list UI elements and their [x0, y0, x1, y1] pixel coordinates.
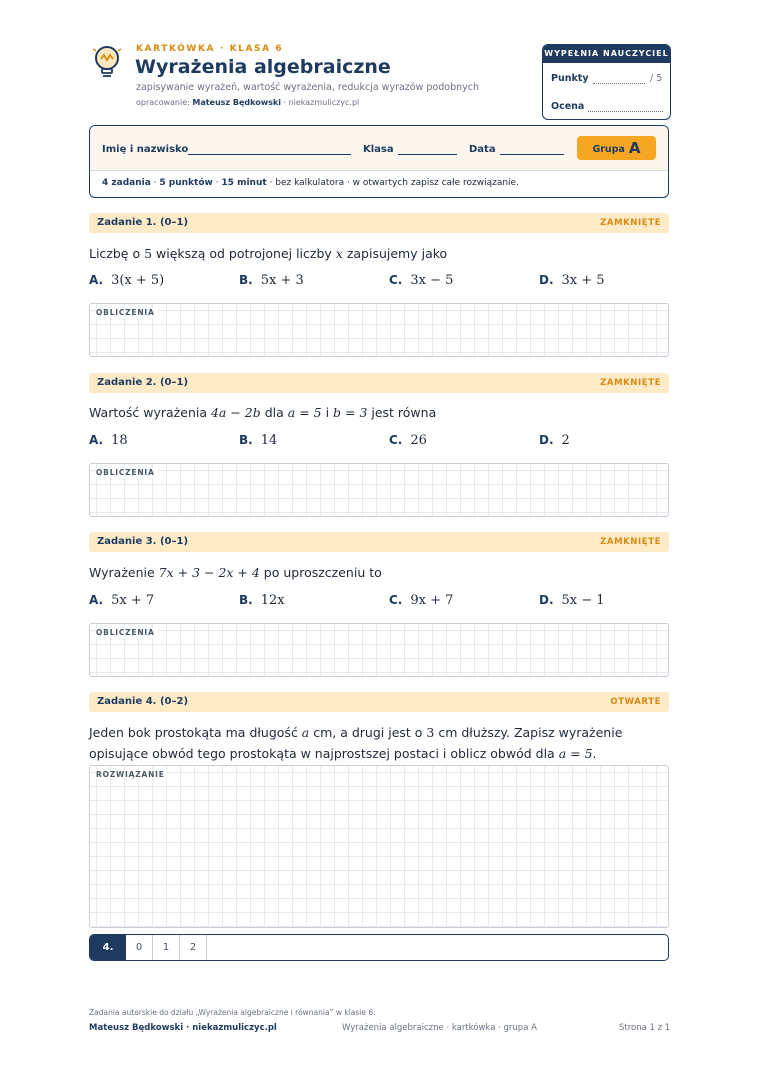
- date-field[interactable]: [500, 154, 564, 155]
- teacher-box: [542, 44, 671, 120]
- task-kind: OTWARTE: [610, 697, 661, 707]
- answer-letter: B.: [239, 273, 253, 287]
- score-option-2[interactable]: 2: [180, 935, 207, 960]
- work-area-label: ROZWIĄZANIE: [96, 770, 165, 779]
- question-text: większą od potrojonej liczby: [152, 246, 336, 261]
- answer-value: 5x − 1: [561, 593, 605, 608]
- answer-value: 5x + 3: [260, 273, 304, 288]
- date-label: Data: [469, 144, 496, 155]
- answer-letter: D.: [539, 593, 554, 607]
- answer-value: 9x + 7: [410, 593, 454, 608]
- answer-letter: B.: [239, 433, 253, 447]
- answer-option[interactable]: [539, 273, 605, 288]
- task-header: [89, 532, 669, 552]
- author-site: · niekazmuliczyc.pl: [283, 98, 360, 107]
- math-expression: b = 3: [333, 405, 368, 420]
- lightbulb-logo-icon: [90, 44, 124, 80]
- question-text: cm, a drugi jest o: [309, 725, 427, 740]
- answer-option[interactable]: [539, 593, 605, 608]
- solution-area[interactable]: [89, 765, 669, 928]
- test-info: 4 zadania · 5 punktów · 15 minut · bez kalkulatora · w otwartych zapisz całe rozwiązanie.: [102, 178, 519, 188]
- answer-value: 2: [561, 433, 570, 448]
- task-title: Zadanie 3. (0–1): [97, 536, 189, 547]
- task-question: [89, 243, 679, 265]
- page-subtitle: zapisywanie wyrażeń, wartość wyrażenia, redukcja wyrazów podobnych: [136, 82, 479, 93]
- task-title: Zadanie 1. (0–1): [97, 217, 189, 228]
- task-question-line-2: [89, 743, 679, 765]
- footer-title: Wyrażenia algebraiczne · kartkówka · grupa A: [342, 1023, 537, 1033]
- page-title: Wyrażenia algebraiczne: [135, 56, 391, 78]
- group-letter: A: [628, 139, 641, 157]
- teacher-box-title: WYPEŁNIA NAUCZYCIEL: [543, 45, 670, 63]
- question-text: Wyrażenie: [89, 565, 159, 580]
- task-question: [89, 562, 679, 584]
- answer-value: 3x + 5: [561, 273, 605, 288]
- math-expression: x: [335, 246, 343, 261]
- question-text: Jeden bok prostokąta ma długość: [89, 725, 302, 740]
- class-field[interactable]: [398, 154, 457, 155]
- info-rest: · bez kalkulatora · w otwartych zapisz całe rozwiązanie.: [269, 178, 519, 188]
- answer-letter: B.: [239, 593, 253, 607]
- math-expression: 3: [426, 725, 435, 740]
- answer-value: 26: [410, 433, 427, 448]
- info-tasks: 4 zadania: [102, 178, 151, 188]
- answer-value: 3x − 5: [410, 273, 454, 288]
- work-area-label: OBLICZENIA: [96, 308, 155, 317]
- task-title: Zadanie 4. (0–2): [97, 696, 189, 707]
- grade-label: Ocena: [551, 101, 585, 112]
- answer-letter: A.: [89, 593, 104, 607]
- task-header: [89, 213, 669, 233]
- task-header: [89, 373, 669, 393]
- question-text: Wartość wyrażenia: [89, 405, 211, 420]
- group-badge: [577, 136, 656, 160]
- answer-value: 14: [260, 433, 278, 448]
- class-label: Klasa: [363, 144, 394, 155]
- question-text: Liczbę o: [89, 246, 145, 261]
- points-max: / 5: [650, 73, 663, 84]
- work-area-label: OBLICZENIA: [96, 628, 155, 637]
- answer-option[interactable]: [239, 593, 285, 608]
- answer-option[interactable]: [89, 433, 128, 448]
- work-area[interactable]: [89, 623, 669, 677]
- answer-option[interactable]: [239, 273, 304, 288]
- student-info-box: [89, 125, 669, 198]
- task-kind: ZAMKNIĘTE: [600, 378, 661, 388]
- answer-letter: C.: [389, 433, 403, 447]
- author-prefix: opracowanie:: [136, 98, 190, 107]
- math-expression: a: [301, 725, 310, 740]
- answer-option[interactable]: [539, 433, 570, 448]
- task-question: [89, 402, 679, 424]
- question-text: po uproszczeniu to: [259, 565, 382, 580]
- math-expression: 4a − 2b: [210, 405, 261, 420]
- math-expression: a = 5: [558, 746, 593, 761]
- answer-letter: C.: [389, 593, 403, 607]
- question-text: .: [592, 746, 597, 761]
- worksheet-kicker: KARTKÓWKA · KLASA 6: [136, 44, 284, 54]
- question-text: cm dłuższy. Zapisz wyrażenie: [434, 725, 623, 740]
- score-option-1[interactable]: 1: [153, 935, 180, 960]
- points-label: Punkty: [551, 73, 589, 84]
- name-field[interactable]: [188, 154, 351, 155]
- score-option-0[interactable]: 0: [126, 935, 153, 960]
- math-expression: 7x + 3 − 2x + 4: [158, 565, 260, 580]
- answer-value: 12x: [260, 593, 285, 608]
- footer-author: Mateusz Będkowski · niekazmuliczyc.pl: [89, 1023, 277, 1033]
- work-area[interactable]: [89, 303, 669, 357]
- info-time: 15 minut: [221, 178, 267, 188]
- answer-letter: D.: [539, 433, 554, 447]
- question-text: opisujące obwód tego prostokąta w najprostszej postaci i oblicz obwód dla: [89, 746, 559, 761]
- task-title: Zadanie 2. (0–1): [97, 377, 189, 388]
- answer-option[interactable]: [239, 433, 277, 448]
- answer-option[interactable]: [389, 593, 453, 608]
- info-points: 5 punktów: [159, 178, 213, 188]
- math-expression: a = 5: [287, 405, 322, 420]
- math-expression: 5: [144, 246, 153, 261]
- answer-letter: D.: [539, 273, 554, 287]
- work-area-label: OBLICZENIA: [96, 468, 155, 477]
- answer-value: 3(x + 5): [111, 273, 165, 288]
- answer-option[interactable]: [89, 273, 164, 288]
- answer-value: 5x + 7: [111, 593, 155, 608]
- question-text: zapisujemy jako: [342, 246, 448, 261]
- work-area[interactable]: [89, 463, 669, 517]
- task-kind: ZAMKNIĘTE: [600, 218, 661, 228]
- score-row: [89, 934, 669, 961]
- question-text: i: [321, 405, 334, 420]
- question-text: dla: [260, 405, 288, 420]
- score-task-number: 4.: [90, 935, 126, 960]
- name-label: Imię i nazwisko: [102, 144, 189, 155]
- group-label: Grupa: [592, 144, 625, 155]
- footer-note: Zadania autorskie do działu „Wyrażenia algebraiczne i równania” w klasie 6.: [89, 1008, 376, 1017]
- task-header: [89, 692, 669, 712]
- answer-letter: C.: [389, 273, 403, 287]
- answer-letter: A.: [89, 433, 104, 447]
- question-text: jest równa: [367, 405, 437, 420]
- author-line: [136, 98, 359, 107]
- author-name: Mateusz Będkowski: [192, 98, 281, 107]
- answer-option[interactable]: [389, 433, 427, 448]
- answer-option[interactable]: [89, 593, 154, 608]
- grade-field[interactable]: [588, 111, 663, 112]
- answer-value: 18: [111, 433, 128, 448]
- task-kind: ZAMKNIĘTE: [600, 537, 661, 547]
- answer-letter: A.: [89, 273, 104, 287]
- page-number: Strona 1 z 1: [619, 1023, 671, 1033]
- answer-option[interactable]: [389, 273, 453, 288]
- points-field[interactable]: [593, 83, 645, 84]
- task-question-line-1: [89, 722, 679, 744]
